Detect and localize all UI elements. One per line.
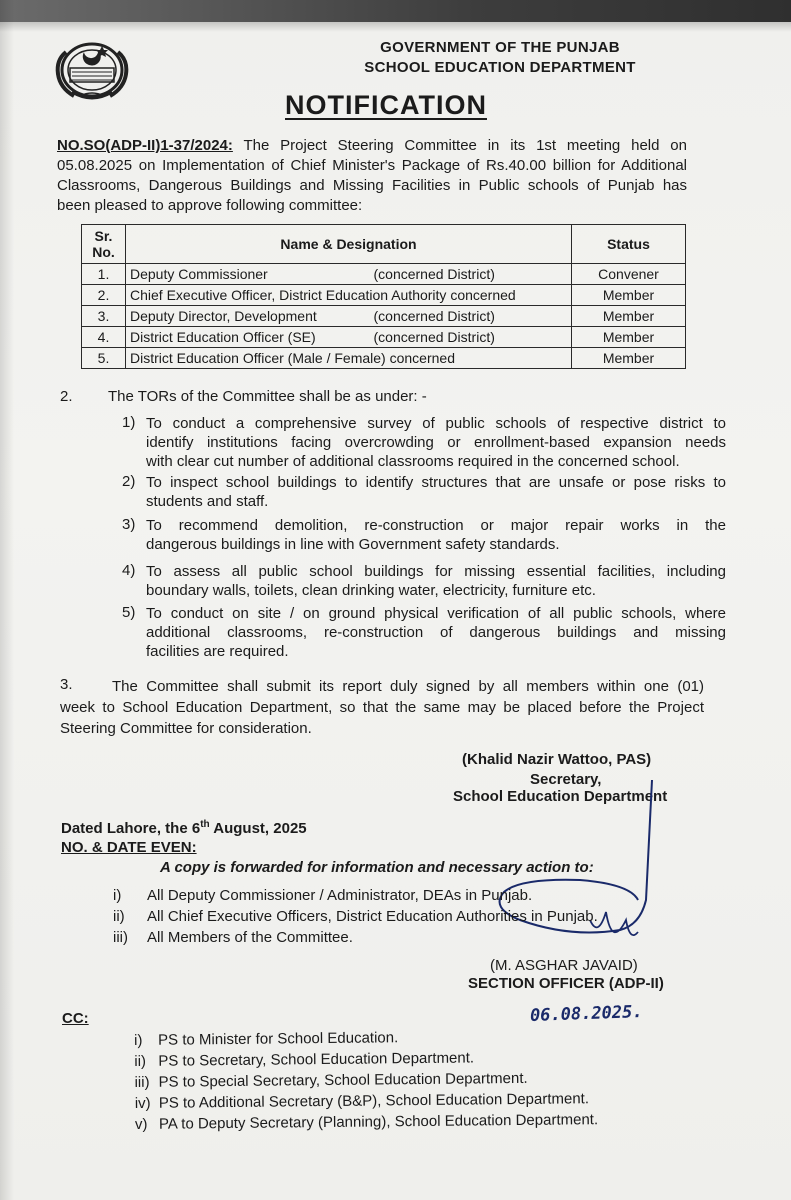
committee-table <box>81 224 686 369</box>
member-status: Member <box>572 348 686 369</box>
handwritten-date: 06.08.2025. <box>529 1002 643 1026</box>
forward-list <box>113 885 598 948</box>
tor-item-4: To assess all public school buildings for missing essential facilities, including boundary walls, toilets, clean drinking water, electricity, furniture etc. <box>146 563 726 599</box>
table-row: 5. District Education Officer (Male / Female) concerned Member <box>82 348 686 369</box>
header-government: GOVERNMENT OF THE PUNJAB <box>380 39 620 56</box>
member-status: Member <box>572 306 686 327</box>
header-status: Status <box>572 225 686 264</box>
member-district: (concerned District) <box>373 329 495 345</box>
list-item: iii) PS to Special Secretary, School Education Department. <box>134 1069 528 1091</box>
signatory-department: School Education Department <box>453 788 668 805</box>
para2-number: 2. <box>60 388 73 405</box>
signatory-title: Secretary, <box>530 771 602 788</box>
table-row: 4. District Education Officer (SE) (concerned District) Member <box>82 327 686 348</box>
signatory-name: (Khalid Nazir Wattoo, PAS) <box>462 751 652 768</box>
reference-number: NO.SO(ADP-II)1-37/2024: <box>57 137 233 154</box>
member-name: District Education Officer (SE) <box>130 329 316 345</box>
header-department: SCHOOL EDUCATION DEPARTMENT <box>364 59 636 76</box>
table-header-row <box>82 225 686 264</box>
intro-line-1: NO.SO(ADP-II)1-37/2024: The Project Steering Committee in its 1st meeting held on <box>57 137 687 154</box>
forward-line: A copy is forwarded for information and necessary action to: <box>160 859 594 876</box>
tor-item-3: To recommend demolition, re-construction or major repair works in the dangerous buildings in line with Government safety standards. <box>146 517 726 553</box>
list-item: i) PS to Minister for School Education. <box>134 1029 399 1049</box>
tor-item-2: To inspect school buildings to identify structures that are unsafe or pose risks to students and staff. <box>146 474 726 510</box>
top-dark-edge <box>0 0 791 22</box>
page-title: NOTIFICATION <box>285 90 487 120</box>
tor-item-5: To conduct on site / on ground physical verification of all public schools, where additional classrooms, re-construction of dangerous buildings and missing facilities are required. <box>146 605 726 660</box>
tor-number: 1) <box>122 414 136 431</box>
tor-number: 3) <box>122 516 136 533</box>
member-status: Member <box>572 327 686 348</box>
para3-number: 3. <box>60 676 73 693</box>
member-name: Deputy Director, Development <box>130 308 317 324</box>
cc-label: CC: <box>62 1010 89 1027</box>
member-status: Member <box>572 285 686 306</box>
tor-number: 5) <box>122 604 136 621</box>
tor-number: 2) <box>122 473 136 490</box>
table-row: 2. Chief Executive Officer, District Education Authority concerned Member <box>82 285 686 306</box>
list-item: iii) All Members of the Committee. <box>113 929 353 946</box>
member-status: Convener <box>572 264 686 285</box>
header-name: Name & Designation <box>126 225 572 264</box>
list-item: i) All Deputy Commissioner / Administrator, DEAs in Punjab. <box>113 887 533 904</box>
member-district: (concerned District) <box>373 266 495 282</box>
date-even: NO. & DATE EVEN: <box>61 839 197 856</box>
list-item: ii) PS to Secretary, School Education Department. <box>134 1049 475 1070</box>
table-row: 1. Deputy Commissioner (concerned District) Convener <box>82 264 686 285</box>
list-item: ii) All Chief Executive Officers, District Education Authorities in Punjab. <box>113 908 598 925</box>
member-name: District Education Officer (Male / Female) concerned <box>130 350 455 366</box>
header-sr: Sr. No. <box>82 225 126 264</box>
intro-line-3: Classrooms, Dangerous Buildings and Missing Facilities in Public schools of Punjab has <box>57 177 687 194</box>
member-district: (concerned District) <box>373 308 495 324</box>
list-item: iv) PS to Additional Secretary (B&P), School Education Department. <box>134 1090 590 1112</box>
dated-line: Dated Lahore, the 6th August, 2025 <box>61 819 307 837</box>
signature-mark <box>480 780 680 980</box>
intro-line-2: 05.08.2025 on Implementation of Chief Minister's Package of Rs.40.00 billion for Additional <box>57 157 687 174</box>
cc-list <box>134 1025 598 1135</box>
section-officer-name: (M. ASGHAR JAVAID) <box>490 957 638 974</box>
tor-item-1: To conduct a comprehensive survey of public schools of respective district to identify institutions facing overcrowding or enrollment-based expansion needs with clear cut number of additional classrooms required in the concerned school. <box>146 415 726 470</box>
table-row: 3. Deputy Director, Development (concerned District) Member <box>82 306 686 327</box>
intro-line-4: been pleased to approve following committee: <box>57 197 363 214</box>
list-item: v) PA to Deputy Secretary (Planning), School Education Department. <box>134 1111 599 1133</box>
para3-text: The Committee shall submit its report duly signed by all members within one (01) week to School Education Department, so that the same may be placed before the Project Steering Committee for consideration. <box>60 678 704 737</box>
para2-text: The TORs of the Committee shall be as under: - <box>108 388 427 405</box>
intro-paragraph <box>57 136 687 216</box>
tor-number: 4) <box>122 562 136 579</box>
member-name: Deputy Commissioner <box>130 266 268 282</box>
punjab-crest-icon <box>46 30 138 108</box>
member-name: Chief Executive Officer, District Education Authority concerned <box>130 287 516 303</box>
section-officer-title: SECTION OFFICER (ADP-II) <box>468 975 664 992</box>
